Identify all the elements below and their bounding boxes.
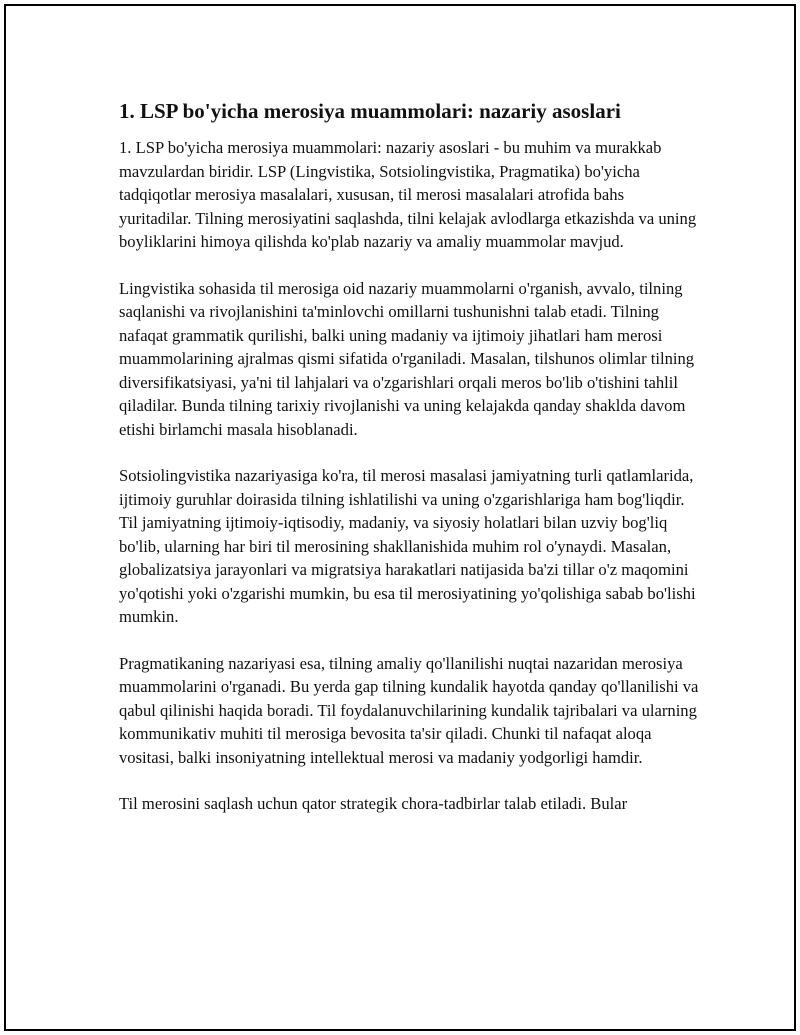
paragraph-3: Sotsiolingvistika nazariyasiga ko'ra, til merosi masalasi jamiyatning turli qatlamlarida, ijtimoiy guruhlar doirasida tilning ishlatilishi va uning o'zgarishlariga ham bog'liqdir. Til jamiyatning ijtimoiy-iqtisodiy, madaniy, va siyosiy holatlari bilan uzviy bog'liq bo'lib, ularning har biri til merosining shakllanishida muhim rol o'ynaydi. Masalan, globalizatsiya jarayonlari va migratsiya harakatlari natijasida ba'zi tillar o'z maqomini yo'qotishi yoki o'zgarishi mumkin, bu esa til merosiyatining yo'qolishiga sabab bo'lishi mumkin. xyxy=(119,466,696,626)
document-body xyxy=(119,96,699,839)
document-title: 1. LSP bo'yicha merosiya muammolari: nazariy asoslari xyxy=(119,99,621,123)
paragraph-2: Lingvistika sohasida til merosiga oid nazariy muammolarni o'rganish, avvalo, tilning saqlanishi va rivojlanishini ta'minlovchi omillarni tushunishni talab etadi. Tilning nafaqat grammatik qurilishi, balki uning madaniy va ijtimoiy jihatlari ham merosi muammolarining ajralmas qismi sifatida o'rganiladi. Masalan, tilshunos olimlar tilning diversifikatsiyasi, ya'ni til lahjalari va o'zgarishlari orqali meros bo'lib o'tishini tahlil qiladilar. Bunda tilning tarixiy rivojlanishi va uning kelajakda qanday shaklda davom etishi birlamchi masala hisoblanadi. xyxy=(119,278,695,439)
page-border xyxy=(4,4,796,1031)
paragraph-5: Til merosini saqlash uchun qator strategik chora-tadbirlar talab etiladi. Bular xyxy=(119,794,628,813)
paragraph-1: 1. LSP bo'yicha merosiya muammolari: nazariy asoslari - bu muhim va murakkab mavzulardan biridir. LSP (Lingvistika, Sotsiolingvistika, Pragmatika) bo'yicha tadqiqotlar merosiya masalalari, xususan, til merosi masalalari atrofida bahs yuritadilar. Tilning merosiyatini saqlashda, tilni kelajak avlodlarga etkazishda va uning boyliklarini himoya qilishda ko'plab nazariy va amaliy muammolar mavjud. xyxy=(119,138,697,251)
paragraph-4: Pragmatikaning nazariyasi esa, tilning amaliy qo'llanilishi nuqtai nazaridan merosiya muammolarini o'rganadi. Bu yerda gap tilning kundalik hayotda qanday qo'llanilishi va qabul qilinishi haqida boradi. Til foydalanuvchilarining kundalik tajribalari va ularning kommunikativ muhiti til merosiga bevosita ta'sir qiladi. Chunki til nafaqat aloqa vositasi, balki insoniyatning intellektual merosi va madaniy yodgorligi hamdir. xyxy=(119,653,699,767)
